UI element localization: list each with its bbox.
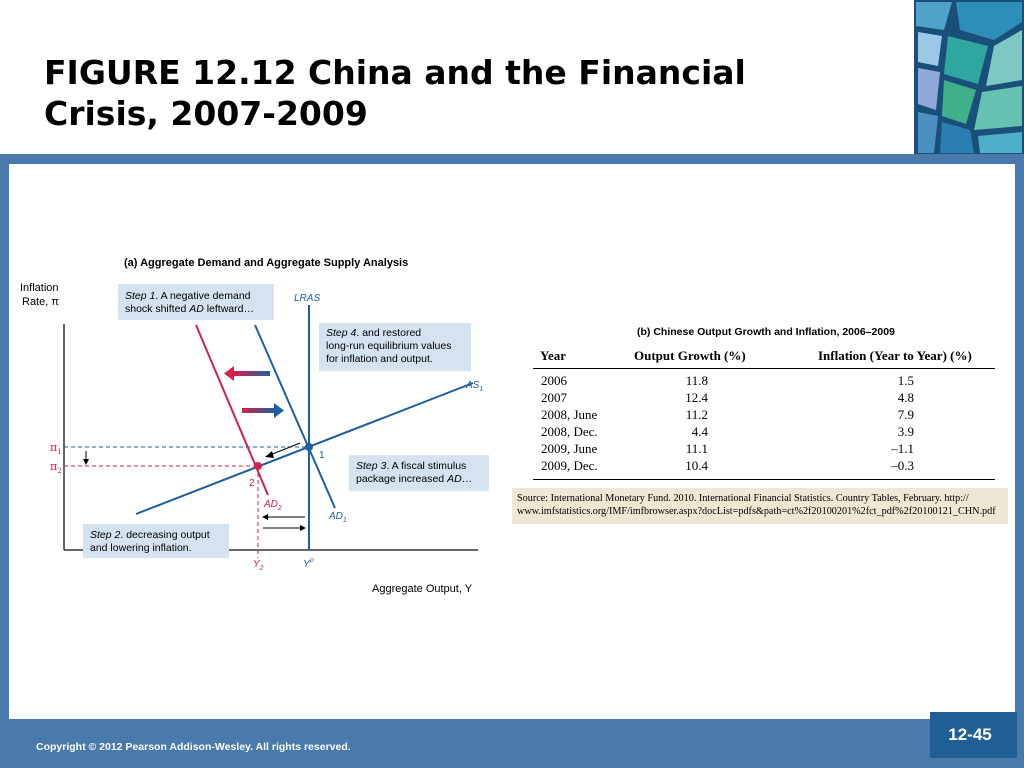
step-4-text-line2: long-run equilibrium values [326,340,452,352]
shift-right-arrowhead [274,403,284,418]
equilibrium-point-1 [305,443,313,451]
step-3-text-line1: Step 3. A fiscal stimulus [356,460,467,472]
copyright-notice: Copyright © 2012 Pearson Addison-Wesley. All rights reserved. [36,741,351,753]
table-row [533,407,995,424]
cell-year: 2007 [541,390,567,405]
source-line-2: www.imfstatistics.org/IMF/imfbrowser.aspx?docList=pdfs&path=ct%2f20100201%2fct_pdf%2f20100121_CHN.pdf [517,506,996,517]
table-header-output-growth: Output Growth (%) [634,348,746,363]
page-number-box [930,712,1017,758]
lras-label: LRAS [294,293,321,304]
tick-label-yp: $Y^P$ [303,559,314,570]
tick-label-pi1: $\pi_1$ [50,441,62,456]
movement-arrow-along-as [270,443,300,455]
x-axis-label: Aggregate Output, Y [372,583,473,595]
as1-curve [136,383,473,514]
step-4-text-line3: for inflation and output. [326,353,433,365]
table-source-note [512,488,1008,524]
table-row [533,373,995,390]
cell-year: 2008, June [541,407,598,422]
step-3-text-line2: package increased AD… [356,473,473,485]
step-1-text-line1: Step 1. A negative demand [125,290,251,302]
shift-left-arrowhead [224,366,234,381]
cell-year: 2009, Dec. [541,458,598,473]
y-axis-label-line1: Inflation [20,282,59,294]
cell-output-growth: 11.8 [685,373,708,388]
table-header-rule [533,368,995,369]
movement-arrow-along-as-head [265,451,274,458]
cell-year: 2008, Dec. [541,424,598,439]
cell-inflation: 3.9 [897,424,914,439]
inflation-decline-arrowhead [83,459,89,465]
cell-output-growth: 12.4 [685,390,708,405]
table-header-inflation: Inflation (Year to Year) (%) [818,348,972,363]
cell-inflation: 7.9 [897,407,914,422]
slide-title: FIGURE 12.12 China and the Financial Crisis, 2007-2009 [44,53,746,133]
as1-label: $AS_1$ [466,380,484,393]
ad1-label: $AD_1$ [329,511,347,524]
output-arrow-left-head [262,514,268,520]
panel-b-title: (b) Chinese Output Growth and Inflation, 2006–2009 [637,326,895,338]
point-2-label: 2 [249,478,255,489]
tick-label-pi2: $\pi_2$ [50,460,62,475]
table-row [533,458,995,475]
cell-output-growth: 11.1 [685,441,708,456]
cell-inflation: –1.1 [891,441,914,456]
cell-year: 2009, June [541,441,598,456]
step-1-text-line2: shock shifted AD leftward… [125,303,254,315]
table-header-year: Year [540,348,566,363]
y-axis-label-line2: Rate, π [22,296,59,308]
ad2-label: $AD_2$ [264,499,282,512]
shift-left-arrow-body [234,371,270,376]
source-line-1: Source: International Monetary Fund. 2010. International Financial Statistics. Country Tables, February. http:// [517,493,969,504]
equilibrium-point-2 [254,462,262,470]
page-number: 12-45 [948,725,992,744]
cell-inflation: 1.5 [897,373,914,388]
cell-output-growth: 4.4 [691,424,708,439]
cell-output-growth: 10.4 [685,458,708,473]
step-2-text-line2: and lowering inflation. [90,542,192,554]
table-row [533,441,995,458]
step-4-text-line1: Step 4. and restored [326,327,422,339]
shift-right-arrow-body [242,408,274,413]
output-arrow-right-head [300,525,306,531]
point-1-label: 1 [319,450,325,461]
table-bottom-rule [533,479,995,480]
table-row [533,424,995,441]
step-2-text-line1: Step 2. decreasing output [90,529,210,541]
table-row [533,390,995,407]
tick-label-y2: $Y_2$ [253,559,264,572]
cell-year: 2006 [541,373,567,388]
cell-output-growth: 11.2 [685,407,708,422]
cell-inflation: –0.3 [891,458,914,473]
panel-a-title: (a) Aggregate Demand and Aggregate Supply Analysis [124,257,409,269]
cell-inflation: 4.8 [897,390,914,405]
data-table-body [533,373,995,475]
